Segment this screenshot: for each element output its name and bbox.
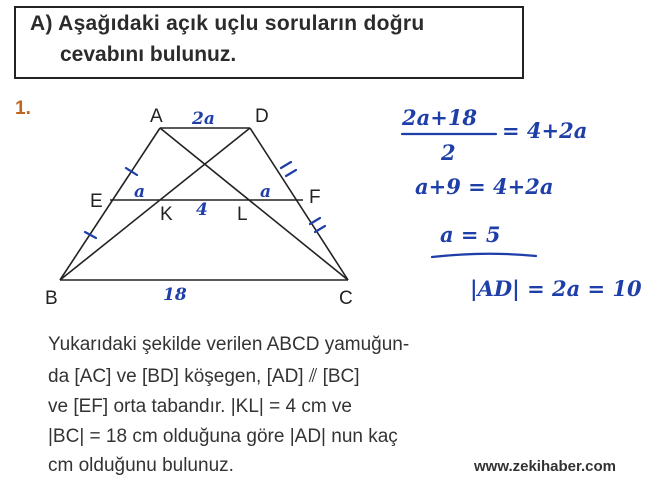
tick-df-2	[286, 170, 296, 176]
question-number: 1.	[15, 98, 31, 119]
heading-line-1: A) Aşağıdaki açık uçlu soruların doğru	[30, 12, 425, 35]
solution-line-2: a+9 = 4+2a	[415, 174, 554, 199]
solution-denominator: 2	[441, 140, 456, 165]
label-kl: 4	[196, 200, 208, 220]
problem-text-line-4: |BC| = 18 cm olduğuna göre |AD| nun kaç	[48, 426, 398, 447]
problem-text-line-1: Yukarıdaki şekilde verilen ABCD yamuğun-	[48, 334, 410, 355]
vertex-e: E	[90, 191, 103, 212]
diagonal-bd	[60, 128, 250, 280]
heading-line-2: cevabını bulunuz.	[60, 43, 237, 66]
solution-rhs: = 4+2a	[502, 118, 588, 143]
tick-fc-1	[310, 218, 320, 224]
tick-fc-2	[315, 226, 325, 232]
vertex-l: L	[237, 204, 248, 225]
tick-ae	[126, 168, 137, 175]
vertex-d: D	[255, 106, 269, 127]
label-bc: 18	[163, 285, 187, 305]
vertex-a: A	[150, 106, 163, 127]
label-ek: a	[134, 182, 146, 202]
vertex-f: F	[309, 187, 321, 208]
label-lf: a	[260, 182, 272, 202]
solution-line-3: a = 5	[440, 222, 501, 247]
problem-text-line-5: cm olduğunu bulunuz.	[48, 455, 234, 476]
solution-numerator: 2a+18	[402, 105, 478, 130]
side-dc	[250, 128, 348, 280]
vertex-c: C	[339, 288, 353, 309]
vertex-k: K	[160, 204, 173, 225]
solution-line-4: |AD| = 2a = 10	[470, 276, 642, 301]
side-ab	[60, 128, 160, 280]
website-watermark[interactable]: www.zekihaber.com	[474, 458, 616, 475]
vertex-b: B	[45, 288, 58, 309]
tick-df-1	[281, 162, 291, 168]
answer-underline	[432, 254, 536, 257]
problem-text-line-3: ve [EF] orta tabandır. |KL| = 4 cm ve	[48, 396, 352, 417]
problem-text-line-2: da [AC] ve [BD] köşegen, [AD] ⫽ [BC]	[48, 366, 360, 387]
label-ad: 2a	[192, 109, 215, 129]
